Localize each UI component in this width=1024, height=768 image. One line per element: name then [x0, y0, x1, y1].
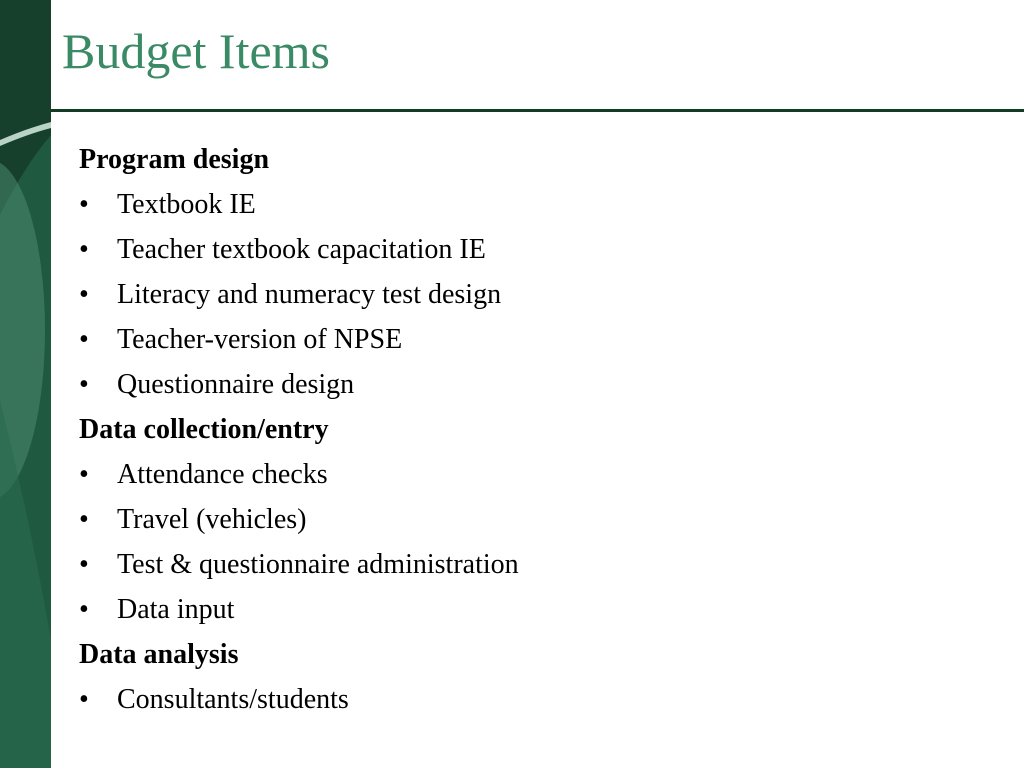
- slide-content: [79, 137, 979, 722]
- list-item: [79, 542, 979, 587]
- list-item: [79, 677, 979, 722]
- list-item: [79, 362, 979, 407]
- list-item-text: Teacher-version of NPSE: [117, 324, 403, 355]
- bullet-icon: •: [79, 549, 89, 580]
- list-item-text: Attendance checks: [117, 459, 328, 490]
- list-item-text: Consultants/students: [117, 684, 349, 715]
- bullet-icon: •: [79, 684, 89, 715]
- section-data-analysis: [79, 632, 979, 722]
- list-item: [79, 227, 979, 272]
- list-item-text: Textbook IE: [117, 189, 256, 220]
- section-heading: Data analysis: [79, 639, 239, 670]
- title-divider: [51, 109, 1024, 112]
- slide-title: Budget Items: [62, 23, 331, 79]
- bullet-list: [79, 677, 979, 722]
- section-heading: Program design: [79, 144, 270, 175]
- bullet-icon: •: [79, 594, 89, 625]
- section-data-collection: [79, 407, 979, 632]
- bullet-icon: •: [79, 189, 89, 220]
- bullet-icon: •: [79, 369, 89, 400]
- bullet-list: [79, 182, 979, 407]
- section-program-design: [79, 137, 979, 407]
- list-item: [79, 497, 979, 542]
- bullet-icon: •: [79, 234, 89, 265]
- section-heading: Data collection/entry: [79, 414, 329, 445]
- list-item-text: Data input: [117, 594, 235, 625]
- bullet-icon: •: [79, 279, 89, 310]
- list-item: [79, 587, 979, 632]
- list-item-text: Teacher textbook capacitation IE: [117, 234, 486, 265]
- decorative-sidebar: [0, 0, 51, 768]
- list-item: [79, 317, 979, 362]
- list-item-text: Travel (vehicles): [117, 504, 307, 535]
- list-item-text: Test & questionnaire administration: [117, 549, 519, 580]
- list-item: [79, 182, 979, 227]
- list-item-text: Questionnaire design: [117, 369, 355, 400]
- bullet-icon: •: [79, 324, 89, 355]
- bullet-list: [79, 452, 979, 632]
- bullet-icon: •: [79, 459, 89, 490]
- list-item: [79, 452, 979, 497]
- list-item-text: Literacy and numeracy test design: [117, 279, 502, 310]
- bullet-icon: •: [79, 504, 89, 535]
- list-item: [79, 272, 979, 317]
- sidebar-graphic: [0, 0, 51, 768]
